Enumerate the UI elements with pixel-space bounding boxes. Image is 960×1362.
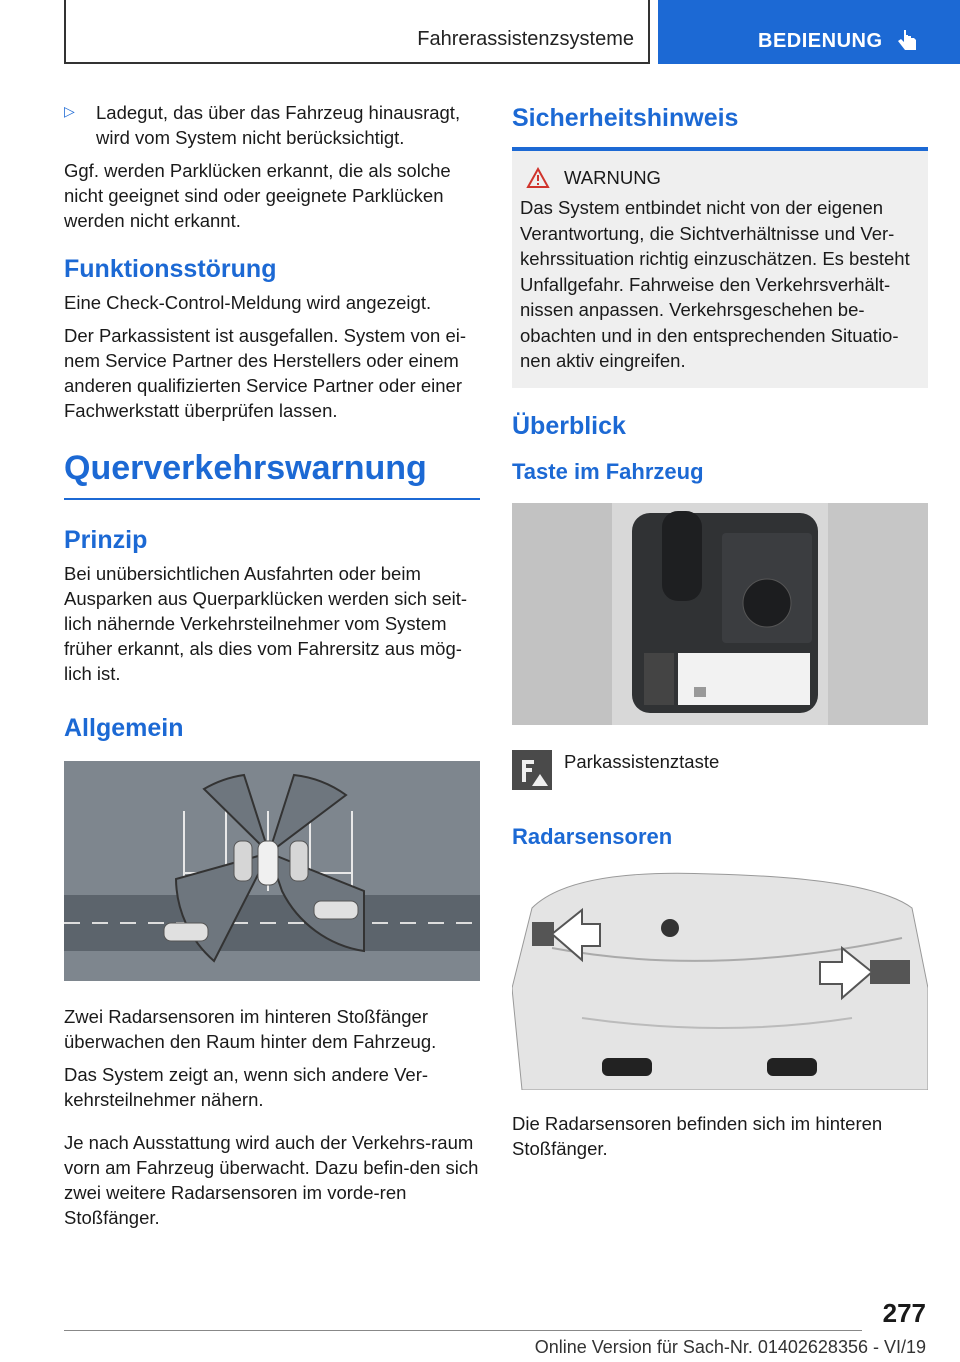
warning-text: Das System entbindet nicht von der eigenen Verantwortung, die Sichtverhältnisse und Ver-kehrssituation richtig einzuschätzen. Es besteht Unfallgefahr. Fahrweise den Verkehrsverhält-nissen anpassen. Verkehrsgeschehen be-obachten und in den entsprechenden Situatio-nen aktiv eingreifen. xyxy=(520,197,910,371)
heading-radarsensoren: Radarsensoren xyxy=(512,823,673,849)
warning-title: WARNUNG xyxy=(564,167,661,188)
heading-taste: Taste im Fahrzeug xyxy=(512,458,704,484)
warning-triangle-icon xyxy=(526,167,550,189)
header-section-title: Fahrerassistenzsysteme xyxy=(417,28,634,50)
legend-row xyxy=(512,750,928,790)
footer-divider xyxy=(64,1330,862,1331)
heading-funktionsstoerung: Funktionsstörung xyxy=(64,255,277,283)
heading-prinzip: Prinzip xyxy=(64,526,148,554)
paragraph: Eine Check-Control-Meldung wird angezeigt. xyxy=(64,292,432,313)
heading-sicherheitshinweis: Sicherheitshinweis xyxy=(512,104,739,132)
heading-ueberblick: Überblick xyxy=(512,411,626,440)
list-item xyxy=(64,100,480,150)
header-chapter-title: BEDIENUNG xyxy=(758,30,883,52)
warning-box xyxy=(512,151,928,388)
warning-header xyxy=(520,167,920,189)
cross-traffic-illustration xyxy=(64,761,480,981)
hand-pointer-icon xyxy=(896,28,920,54)
triangle-bullet-icon: ▷ xyxy=(64,103,75,119)
page-number: 277 xyxy=(882,1298,926,1328)
header-chapter-tab xyxy=(658,0,960,64)
paragraph: Ggf. werden Parklücken erkannt, die als solche nicht geeignet sind oder geeignete Parklücken werden nicht erkannt. xyxy=(64,160,451,231)
header-section-box xyxy=(64,0,650,64)
footer-online-version: Online Version für Sach-Nr. 01402628356 - VI/19 xyxy=(534,1337,926,1357)
center-console-photo xyxy=(512,503,928,725)
paragraph: Das System zeigt an, wenn sich andere Ver-kehrsteilnehmer nähern. xyxy=(64,1064,429,1110)
paragraph: Die Radarsensoren befinden sich im hinteren Stoßfänger. xyxy=(512,1112,883,1159)
park-assist-button-label: Parkassistenztaste xyxy=(564,750,720,772)
bullet-text: Ladegut, das über das Fahrzeug hinausragt, wird vom System nicht berücksichtigt. xyxy=(96,102,461,148)
right-column xyxy=(512,100,928,1169)
paragraph: Zwei Radarsensoren im hinteren Stoßfänger überwachen den Raum hinter dem Fahrzeug. xyxy=(64,1006,437,1052)
paragraph: Der Parkassistent ist ausgefallen. System von ei-nem Service Partner des Herstellers oder einem anderen qualifizierten Service Partner oder einer Fachwerkstatt überprüfen lassen. xyxy=(64,325,467,421)
left-column xyxy=(64,100,480,1238)
park-assist-button-icon xyxy=(512,750,552,790)
rear-bumper-radar-photo xyxy=(512,868,928,1090)
chapter-heading: Querverkehrswarnung xyxy=(64,449,480,500)
paragraph: Je nach Ausstattung wird auch der Verkehrs-raum vorn am Fahrzeug überwacht. Dazu befin-den sich zwei weitere Radarsensoren im vorde-ren Stoßfänger. xyxy=(64,1132,479,1228)
heading-allgemein: Allgemein xyxy=(64,714,184,742)
paragraph: Bei unübersichtlichen Ausfahrten oder beim Ausparken aus Querparklücken werden sich seit-lich nähernde Verkehrsteilnehmer vom System früher erkannt, als dies vom Fahrersitz aus mög-lich ist. xyxy=(64,563,468,684)
